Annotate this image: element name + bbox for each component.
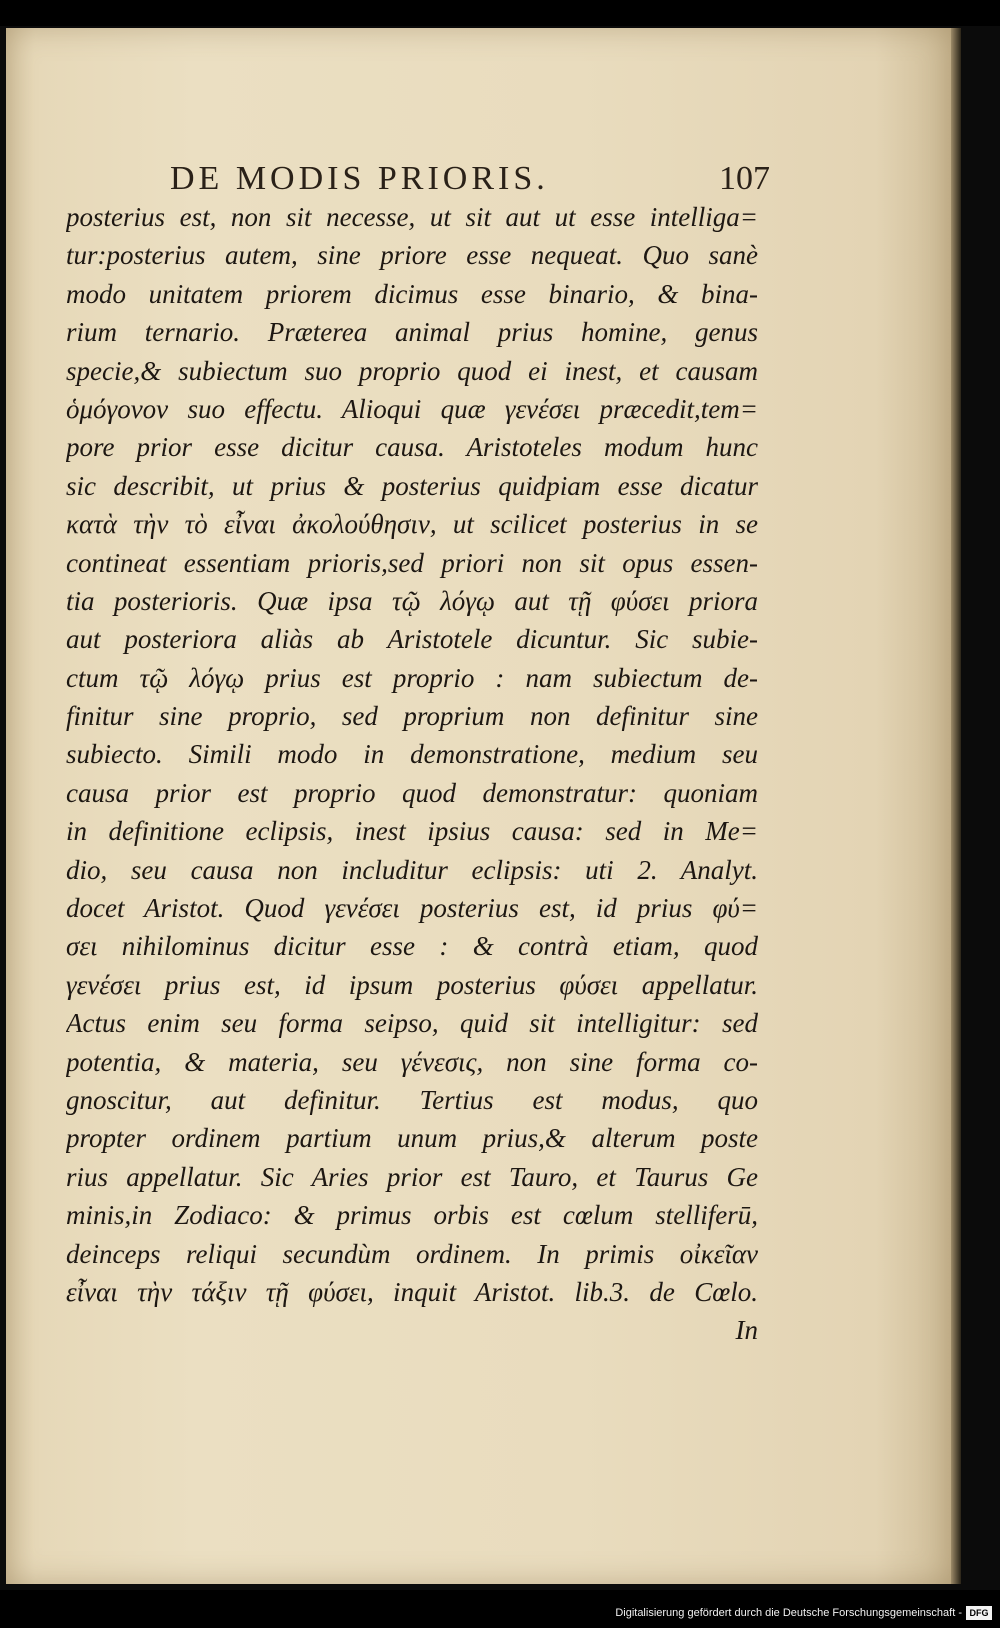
text-line: sic describit, ut prius & posterius quidpiam esse dicatur [66, 470, 758, 501]
text-line: potentia, & materia, seu γένεσις, non sine forma co- [66, 1046, 758, 1077]
text-line: specie,& subiectum suo proprio quod ei inest, et causam [66, 355, 758, 386]
text-line: rium ternario. Præterea animal prius homine, genus [66, 317, 758, 348]
digitization-credit: Digitalisierung gefördert durch die Deutsche Forschungsgemeinschaft - [615, 1607, 962, 1619]
text-line: posterius est, non sit necesse, ut sit aut ut esse intelliga= [66, 202, 758, 232]
text-line: γενέσει prius est, id ipsum posterius φύσει appellatur. [66, 969, 758, 1000]
text-line: ctum τῷ λόγῳ prius est proprio : nam subiectum de- [66, 662, 758, 693]
text-line: σει nihilominus dicitur esse : & contrà etiam, quod [66, 931, 758, 962]
text-line: aut posteriora aliàs ab Aristotele dicuntur. Sic subie- [66, 624, 758, 655]
page-edge [951, 28, 961, 1584]
text-line: pore prior esse dicitur causa. Aristoteles modum hunc [66, 432, 758, 463]
text-line: minis,in Zodiaco: & primus orbis est cœlum stelliferū, [66, 1200, 758, 1231]
text-line: tur:posterius autem, sine priore esse nequeat. Quo sanè [66, 240, 758, 271]
text-line: subiecto. Simili modo in demonstratione, medium seu [66, 739, 758, 770]
text-line: εἶναι τὴν τάξιν τῇ φύσει, inquit Aristot. lib.3. de Cœlo. [66, 1276, 758, 1307]
text-line: ὁμόγονον suo effectu. Alioqui quæ γενέσει præcedit,tem= [66, 393, 758, 424]
text-line: Actus enim seu forma seipso, quid sit intelligitur: sed [66, 1008, 758, 1039]
text-line: in definitione eclipsis, inest ipsius causa: sed in Me= [66, 816, 758, 847]
page-number: 107 [719, 160, 770, 197]
text-line: modo unitatem priorem dicimus esse binario, & bina- [66, 278, 758, 309]
text-line: propter ordinem partium unum prius,& alterum poste [66, 1123, 758, 1154]
text-line: deinceps reliqui secundùm ordinem. In primis οἰκεῖαν [66, 1238, 758, 1269]
text-line: contineat essentiam prioris,sed priori non sit opus essen- [66, 547, 758, 578]
body-text [66, 198, 758, 1350]
dfg-logo: DFG [966, 1606, 992, 1620]
running-head: DE MODIS PRIORIS. [170, 160, 549, 197]
catchword: In [735, 1315, 758, 1346]
text-line: causa prior est proprio quod demonstratur: quoniam [66, 777, 758, 808]
text-line: rius appellatur. Sic Aries prior est Tauro, et Taurus Ge [66, 1161, 758, 1192]
scan-top-strip [0, 0, 1000, 26]
text-line: docet Aristot. Quod γενέσει posterius est, id prius φύ= [66, 893, 758, 924]
text-line: dio, seu causa non includitur eclipsis: uti 2. Analyt. [66, 854, 758, 885]
text-line: κατὰ τὴν τὸ εἶναι ἀκολούθησιν, ut scilicet posterius in se [66, 509, 758, 540]
text-line: gnoscitur, aut definitur. Tertius est modus, quo [66, 1084, 758, 1115]
text-line: tia posterioris. Quæ ipsa τῷ λόγῳ aut τῇ φύσει priora [66, 585, 758, 616]
text-line: finitur sine proprio, sed proprium non definitur sine [66, 701, 758, 732]
